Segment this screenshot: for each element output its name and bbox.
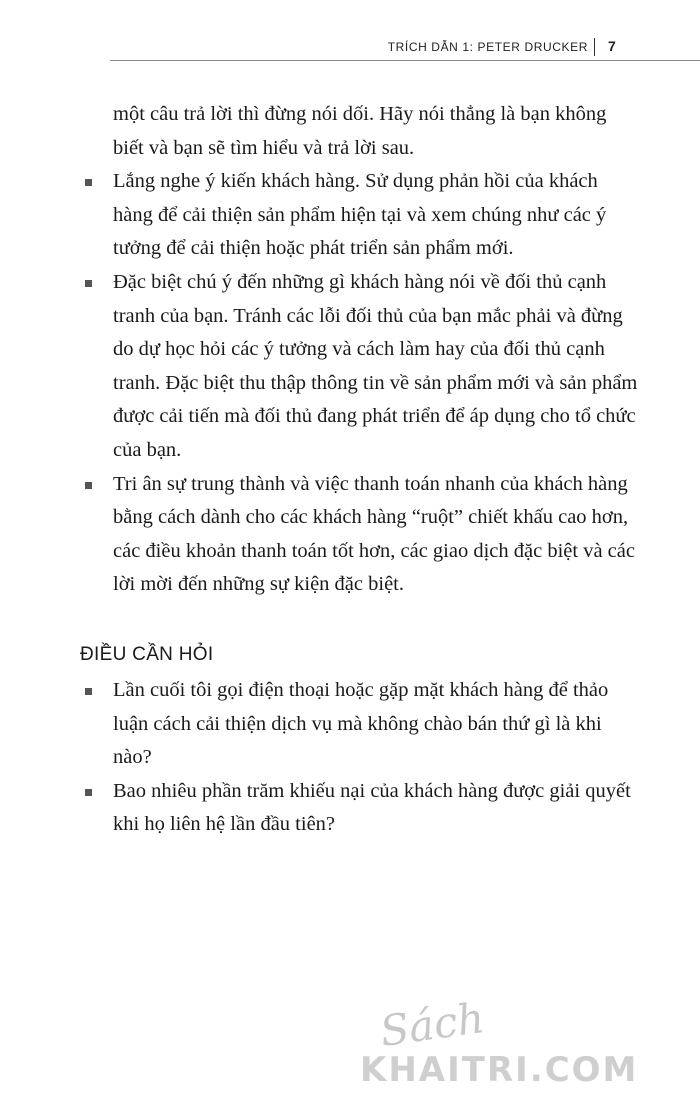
section-heading: ĐIỀU CẦN HỎI [80, 643, 214, 665]
square-bullet-icon [85, 688, 92, 695]
list-item [80, 674, 640, 775]
square-bullet-icon [85, 482, 92, 489]
list-item [80, 266, 640, 468]
header-separator [594, 38, 595, 56]
continuation-paragraph: một câu trả lời thì đừng nói dối. Hãy nói thẳng là bạn không biết và bạn sẽ tìm hiểu và trả lời sau. [113, 103, 607, 159]
list-item [80, 775, 640, 842]
header-rule [110, 60, 700, 61]
square-bullet-icon [85, 179, 92, 186]
watermark-script-text: Sách [377, 992, 488, 1057]
square-bullet-icon [85, 280, 92, 287]
page-body [80, 98, 640, 842]
list-item [80, 468, 640, 602]
running-header [0, 38, 700, 62]
watermark-brand-text: KHAITRI.COM [360, 1050, 639, 1090]
watermark-logo [360, 992, 690, 1110]
list-item-text: Đặc biệt chú ý đến những gì khách hàng nói về đối thủ cạnh tranh của bạn. Tránh các lỗi đối thủ của bạn mắc phải và đừng do dự học hỏi các ý tưởng và cách làm hay của đối thủ cạnh tranh. Đặc biệt thu thập thông tin về sản phẩm mới và sản phẩm được cải tiến mà đối thủ đang phát triển để áp dụng cho tổ chức của bạn. [113, 270, 638, 461]
running-header-title: TRÍCH DẪN 1: PETER DRUCKER [387, 40, 588, 54]
list-item-text: Bao nhiêu phần trăm khiếu nại của khách hàng được giải quyết khi họ liên hệ lần đầu tiên? [113, 779, 631, 836]
square-bullet-icon [85, 789, 92, 796]
page-number: 7 [608, 38, 616, 54]
list-item-text: Lắng nghe ý kiến khách hàng. Sử dụng phản hồi của khách hàng để cải thiện sản phẩm hiện tại và xem chúng như các ý tưởng để cải thiện hoặc phát triển sản phẩm mới. [113, 170, 607, 260]
list-item [80, 165, 640, 266]
list-item-text: Lần cuối tôi gọi điện thoại hoặc gặp mặt khách hàng để thảo luận cách cải thiện dịch vụ mà không chào bán thứ gì là khi nào? [113, 678, 609, 769]
list-item-text: Tri ân sự trung thành và việc thanh toán nhanh của khách hàng bằng cách dành cho các khách hàng “ruột” chiết khấu cao hơn, các điều khoản thanh toán tốt hơn, các giao dịch đặc biệt và các lời mời đến những sự kiện đặc biệt. [113, 472, 635, 596]
